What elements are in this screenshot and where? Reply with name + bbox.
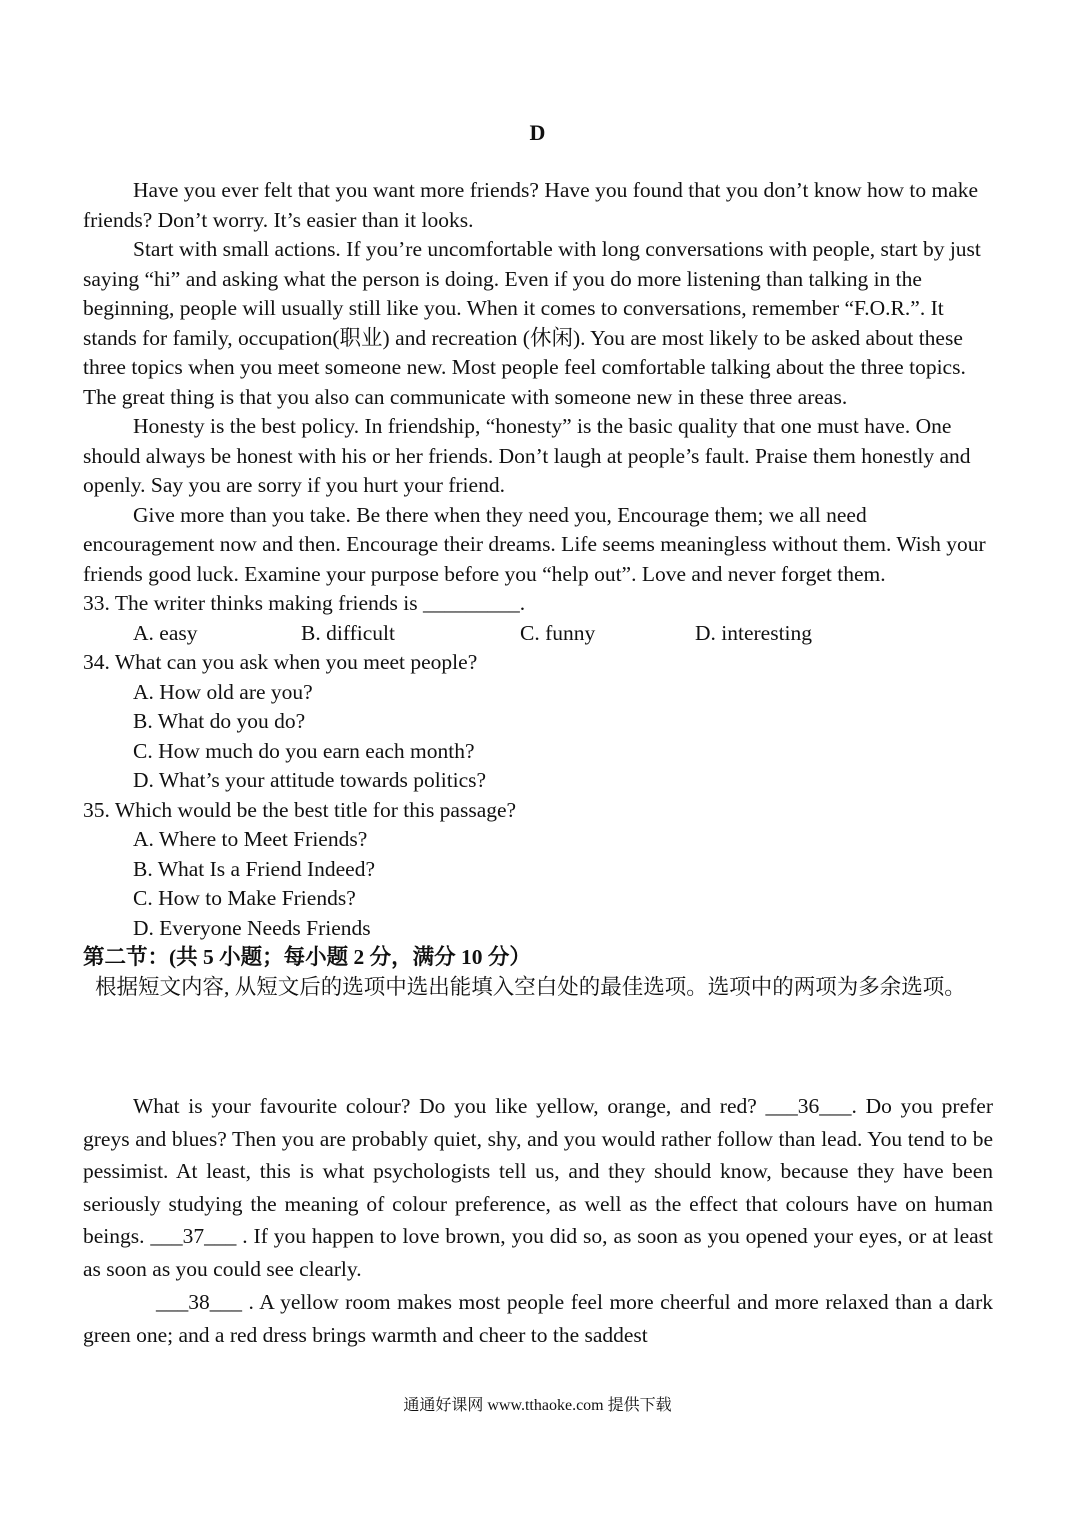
- option-a: A. easy: [133, 620, 198, 645]
- question-stem: 35. Which would be the best title for this passage?: [83, 797, 517, 822]
- section-2-title: 第二节：(共 5 小题；每小题 2 分，满分 10 分）: [83, 945, 531, 969]
- options-row: [83, 619, 993, 649]
- reading-section-d: [83, 176, 993, 1002]
- option-a: A. How old are you?: [133, 679, 313, 704]
- question-34: [83, 648, 993, 796]
- section-heading: D: [529, 120, 546, 145]
- option-b: B. difficult: [301, 620, 395, 645]
- option-d: D. Everyone Needs Friends: [133, 915, 371, 940]
- option-d: D. What’s your attitude towards politics?: [133, 768, 487, 792]
- option-b: B. What do you do?: [133, 709, 306, 733]
- cloze-paragraph: What is your favourite colour? Do you like yellow, orange, and red? ___36___. Do you prefer greys and blues? Then you are probably quiet, shy, and you would rather follow than lead. You tend to be pessimist. At least, this is what psychologists tell us, and they should know, because they have been seriously studying the meaning of colour preference, as well as the effect that colours have on human beings. ___37___ . If you happen to love brown, you did so, as soon as you opened your eyes, or at least as soon as you could see clearly.: [83, 1094, 993, 1281]
- option-b: B. What Is a Friend Indeed?: [133, 856, 376, 881]
- page-footer: 通通好课网 www.tthaoke.com 提供下载: [403, 1397, 672, 1414]
- option-a: A. Where to Meet Friends?: [133, 827, 368, 851]
- section-2-instruction: 根据短文内容, 从短文后的选项中选出能填入空白处的最佳选项。选项中的两项为多余选项。: [95, 974, 966, 999]
- question-33: [83, 589, 993, 648]
- cloze-paragraph: ___38___ . A yellow room makes most people feel more cheerful and more relaxed than a dark green one; and a red dress brings warmth and cheer to the saddest: [83, 1290, 993, 1347]
- option-c: C. How much do you earn each month?: [133, 738, 475, 763]
- question-stem: 34. What can you ask when you meet people?: [83, 650, 478, 674]
- question-35: [83, 796, 993, 944]
- option-c: C. funny: [520, 620, 596, 645]
- passage-paragraph: Have you ever felt that you want more friends? Have you found that you don’t know how to make friends? Don’t worry. It’s easier than it looks.: [83, 178, 979, 232]
- passage-paragraph: Start with small actions. If you’re uncomfortable with long conversations with people, start by just saying “hi” and asking what the person is doing. Even if you do more listening than talking in the beginning, people will usually still like you. When it comes to conversations, remember “F.O.R.”. It stands for family, occupation(职业) and recreation (休闲). You are most likely to be asked about these three topics when you meet someone new. Most people feel comfortable talking about the three topics. The great thing is that you also can communicate with someone new in these three areas.: [83, 237, 981, 409]
- option-c: C. How to Make Friends?: [133, 886, 356, 910]
- passage-paragraph: Give more than you take. Be there when they need you, Encourage them; we all need encouragement now and then. Encourage their dreams. Life seems meaningless without them. Wish your friends good luck. Examine your purpose before you “help out”. Love and never forget them.: [83, 502, 986, 586]
- option-d: D. interesting: [695, 620, 813, 645]
- passage-paragraph: Honesty is the best policy. In friendship, “honesty” is the basic quality that one must have. One should always be honest with his or her friends. Don’t laugh at people’s fault. Praise them honestly and openly. Say you are sorry if you hurt your friend.: [83, 414, 971, 497]
- cloze-passage: [83, 1090, 993, 1351]
- question-stem: 33. The writer thinks making friends is _________.: [83, 591, 526, 615]
